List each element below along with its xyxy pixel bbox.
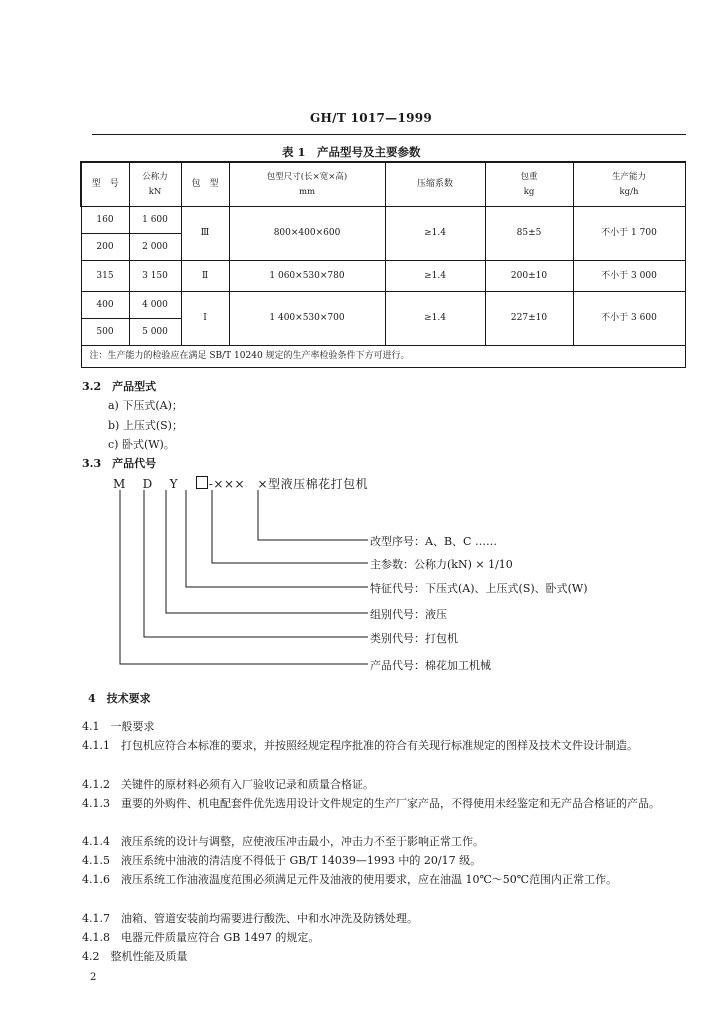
cell-bale-size: 1 400×530×700 <box>229 292 385 346</box>
cell-force: 2 000 <box>129 234 181 261</box>
cell-force: 5 000 <box>129 319 181 346</box>
para-4-1-4: 4.1.4 液压系统的设计与调整，应使液压冲击最小，冲击力不至于影响正常工作。 <box>82 835 484 848</box>
cell-bale-type: Ⅰ <box>181 292 229 346</box>
cell-model: 400 <box>81 292 129 319</box>
label-category: 类别代号：打包机 <box>370 632 458 645</box>
cell-bale-weight: 227±10 <box>485 292 573 346</box>
cell-bale-size: 1 060×530×780 <box>229 261 385 292</box>
line-group <box>166 490 368 613</box>
page-number: 2 <box>90 972 97 983</box>
cell-bale-type: Ⅲ <box>181 207 229 261</box>
cell-force: 3 150 <box>129 261 181 292</box>
cell-bale-weight: 85±5 <box>485 207 573 261</box>
para-4-1-7: 4.1.7 油箱、管道安装前均需要进行酸洗、中和水冲洗及防锈处理。 <box>82 912 418 925</box>
cell-bale-type: Ⅱ <box>181 261 229 292</box>
cell-capacity: 不小于 3 600 <box>573 292 685 346</box>
para-4-1-3: 4.1.3 重要的外购件、机电配套件优先选用设计文件规定的生产厂家产品，不得使用未经鉴定和无产品合格证的产品。 <box>82 797 660 810</box>
cell-compression-ratio: ≥1.4 <box>385 207 485 261</box>
form-item-a: a) 下压式(A)； <box>108 399 183 412</box>
section-4-heading: 4 技术要求 <box>88 692 151 705</box>
col-capacity-unit: kg/h <box>619 186 639 197</box>
form-item-c: c) 卧式(W)。 <box>108 438 175 451</box>
para-4-1-5: 4.1.5 液压系统中油液的清洁度不得低于 GB/T 14039—1993 中的 20/17 级。 <box>82 854 482 867</box>
cell-model: 200 <box>81 234 129 261</box>
cell-bale-weight: 200±10 <box>485 261 573 292</box>
para-4-1-8: 4.1.8 电器元件质量应符合 GB 1497 的规定。 <box>82 931 320 944</box>
cell-force: 1 600 <box>129 207 181 234</box>
code-suffix: -××× ×型液压棉花打包机 <box>208 477 369 491</box>
col-bale-size-unit: mm <box>298 186 316 197</box>
code-letter-m: M <box>113 477 126 491</box>
col-bale-weight-unit: kg <box>523 186 535 197</box>
cell-bale-size: 800×400×600 <box>229 207 385 261</box>
col-bale-weight-label: 包重 <box>520 171 538 182</box>
col-bale-type: 包 型 <box>181 162 229 207</box>
table-title: 表 1 产品型号及主要参数 <box>282 145 421 159</box>
cell-model: 500 <box>81 319 129 346</box>
label-group: 组别代号：液压 <box>370 608 447 621</box>
code-letter-y: Y <box>169 477 178 491</box>
section-4-2-heading: 4.2 整机性能及质量 <box>82 950 188 963</box>
line-main-param <box>212 490 368 563</box>
cell-compression-ratio: ≥1.4 <box>385 292 485 346</box>
cell-capacity: 不小于 1 700 <box>573 207 685 261</box>
standard-code: GH/T 1017—1999 <box>310 111 433 125</box>
form-item-b: b) 上压式(S)； <box>108 419 183 432</box>
cell-model: 160 <box>81 207 129 234</box>
col-model: 型 号 <box>81 162 129 207</box>
line-revision <box>258 490 368 540</box>
col-nominal-force-unit: kN <box>148 186 162 197</box>
section-3-2-heading: 3.2 产品型式 <box>82 380 157 393</box>
cell-force: 4 000 <box>129 292 181 319</box>
col-nominal-force-label: 公称力 <box>142 171 168 182</box>
col-compression-ratio: 压缩系数 <box>385 162 485 207</box>
para-4-1-1: 4.1.1 打包机应符合本标准的要求，并按照经规定程序批准的符合有关现行标准规定的图样及技术文件设计制造。 <box>82 739 638 752</box>
cell-capacity: 不小于 3 000 <box>573 261 685 292</box>
label-product: 产品代号：棉花加工机械 <box>370 659 491 672</box>
label-main-param: 主参数：公称力(kN) × 1/10 <box>370 558 513 571</box>
code-letter-d: D <box>142 477 153 491</box>
col-capacity-label: 生产能力 <box>611 171 646 182</box>
label-feature: 特征代号：下压式(A)、上压式(S)、卧式(W) <box>370 582 588 595</box>
cell-compression-ratio: ≥1.4 <box>385 261 485 292</box>
para-4-1-6: 4.1.6 液压系统工作油液温度范围必须满足元件及油液的使用要求，应在油温 10℃～50℃范围内正常工作。 <box>82 873 618 886</box>
para-4-1-2: 4.1.2 关键件的原材料必须有入厂验收记录和质量合格证。 <box>82 778 374 791</box>
line-product <box>120 490 368 664</box>
line-feature <box>186 490 368 587</box>
section-3-3-heading: 3.3 产品代号 <box>82 457 157 470</box>
section-4-1-heading: 4.1 一般要求 <box>82 720 155 733</box>
table-note: 注：生产能力的检验应在满足 SB/T 10240 规定的生产率检验条件下方可进行。 <box>81 346 685 368</box>
cell-model: 315 <box>81 261 129 292</box>
label-revision: 改型序号：A、B、C …… <box>370 535 497 548</box>
col-bale-size-label: 包型尺寸(长×宽×高) <box>266 171 348 182</box>
